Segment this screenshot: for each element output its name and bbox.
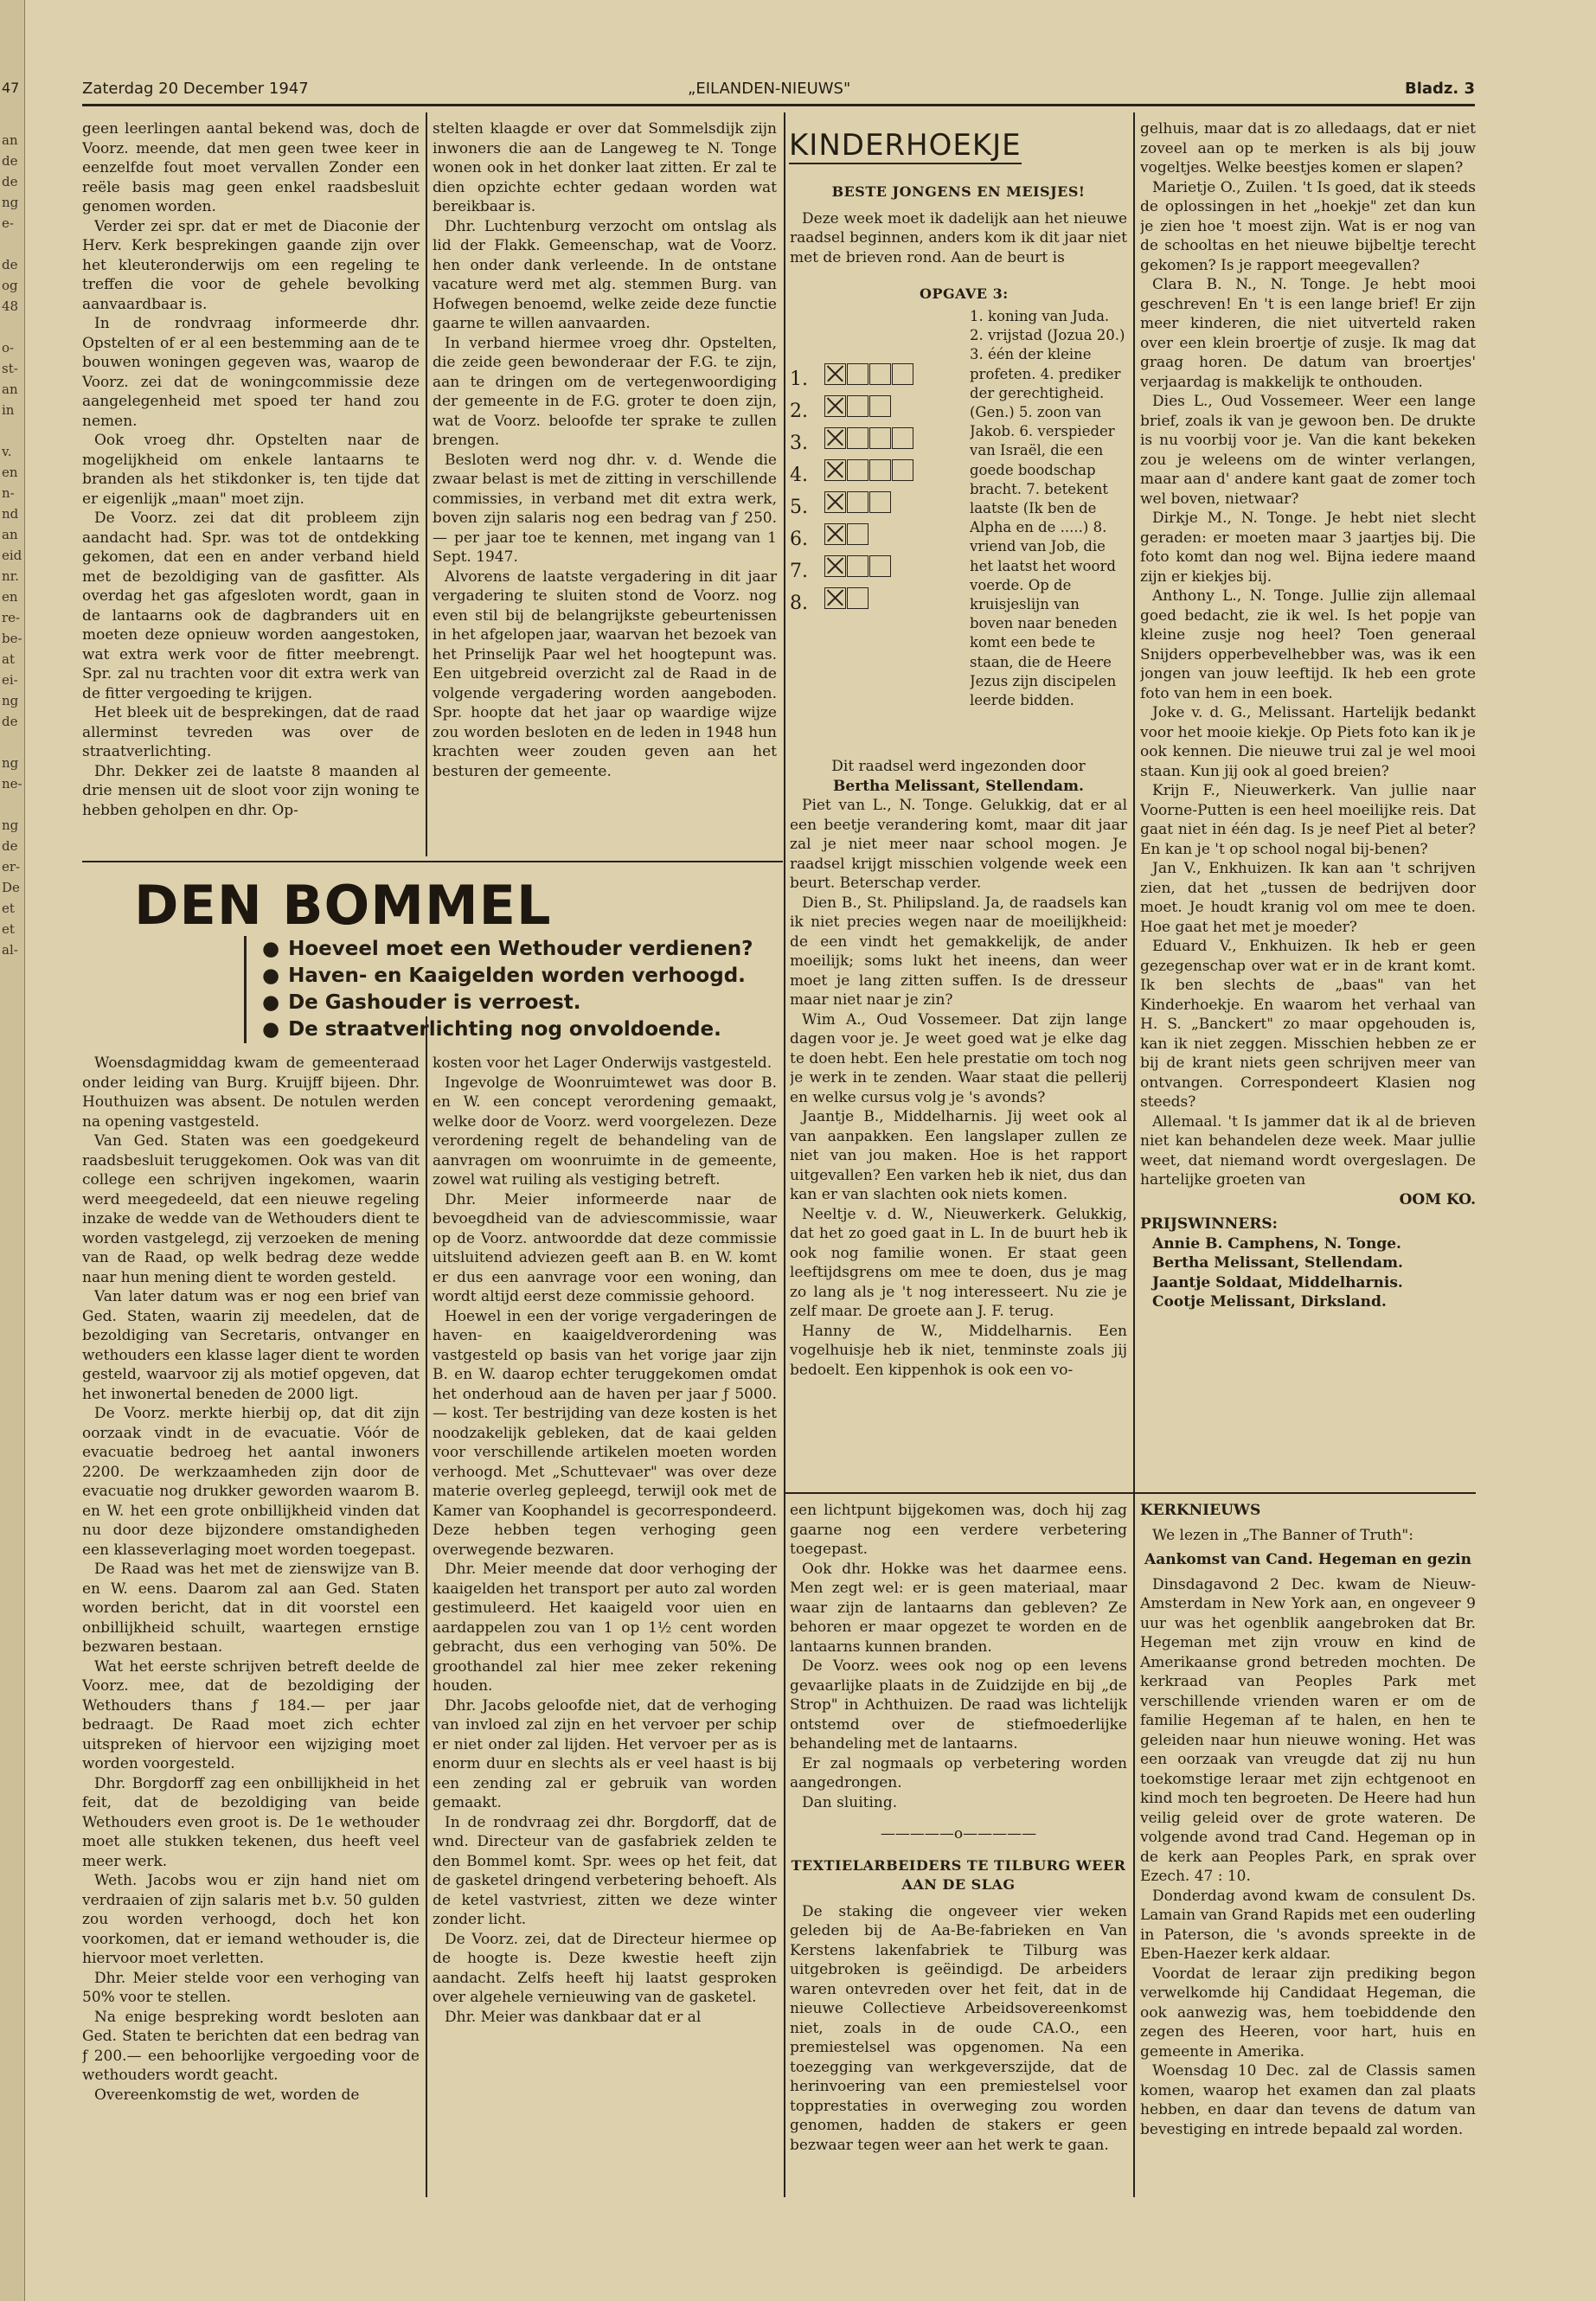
column-rule [426, 112, 427, 856]
paragraph: een lichtpunt bijgekomen was, doch hij zag gaarne nog een verdere verbetering toegepast. [790, 1502, 1127, 1558]
paragraph: Dinsdagavond 2 Dec. kwam de Nieuw-Amsterdam in New York aan, en ongeveer 9 uur was het ogenblik aangebroken dat Br. Hegeman met zijn vrouw en kind de Amerikaanse grond betreden mochten. De kerkraad van Peoples Park met verschillende vrienden waren er om de familie Hegeman af te halen, en hen te geleiden naar hun nieuwe woning. Het was een oorzaak van vreugde dat zij nu hun toekomstige leraar met zijn echtgenoot en kind moch ten begroeten. De Heere had hun veilig geleid over de grote wateren. De volgende avond trad Cand. Hegeman op in de kerk aan Peoples Park, en sprak over Ezech. 47 : 10. [1140, 1575, 1476, 1885]
paragraph: De Voorz. zei, dat de Directeur hiermee op de hoogte is. Deze kwestie heeft zijn aandacht. Zelfs heeft hij laatst gesproken over algehele vernieuwing van de gasketel. [433, 1930, 777, 2006]
puzzle-cell [869, 395, 891, 417]
section-rule [82, 861, 783, 862]
article-column-4 [433, 1054, 777, 2204]
paragraph: Ook vroeg dhr. Opstelten naar de mogelijkheid om enkele lantaarns te branden als het stikdonker is, ten tijde dat er eigenlijk „maan" moet zijn. [82, 432, 420, 508]
kinderhoekje-title: KINDERHOEKJE [789, 128, 1022, 163]
paragraph: Deze week moet ik dadelijk aan het nieuwe raadsel beginnen, anders kom ik dit jaar niet met de brieven rond. Aan de beurt is [790, 209, 1127, 266]
puzzle-cross-cell [824, 427, 846, 449]
puzzle-cell [847, 363, 869, 385]
prize-winner: Bertha Melissant, Stellendam. [1152, 1254, 1403, 1272]
paragraph: Dhr. Jacobs geloofde niet, dat de verhoging van invloed zal zijn en het vervoer per schip er niet onder zal lijden. Het vervoer per as is enorm duur en slechts als er veel haast is bij een zending zal er gebruik van worden gemaakt. [433, 1696, 777, 1811]
prijswinners-title: PRIJSWINNERS: [1140, 1215, 1278, 1233]
column-rule [1133, 112, 1135, 2197]
puzzle-cell [892, 459, 913, 481]
letter-reply: Clara B. N., N. Tonge. Je hebt mooi geschreven! En 't is een lange brief! Er zijn meer kinderen, die niet uitverteld raken over een klein broertje of zusje. Ik mag dat graag horen. De datum van broertjes' verjaardag is makkelijk te onthouden. [1140, 276, 1476, 391]
puzzle-opgave-3 [790, 285, 1127, 744]
paragraph: Dhr. Borgdorff zag een onbillijkheid in het feit, dat de bezoldiging van beide Wethouders even groot is. De 1e wethouder moet alle stukken tekenen, dus heeft veel meer werk. [82, 1774, 420, 1870]
letter-reply: Dirkje M., N. Tonge. Je hebt niet slecht geraden: er moeten maar 3 jaartjes bij. Die foto komt dan nog wel. Bijna iedere maand zijn er kiekjes bij. [1140, 510, 1476, 586]
letter-reply: Marietje O., Zuilen. 't Is goed, dat ik steeds de oplossingen in het „hoekje" zet dan kun je zien hoe 't moest zijn. Wat is er nog van de schooltas en het nieuwe bijbeltje terecht gekomen? Is je rapport meegevallen? [1140, 178, 1476, 274]
paragraph: stelten klaagde er over dat Sommelsdijk zijn inwoners die aan de Langeweg te N. Tonge wonen ook in het donker laat zitten. Er zal te dien opzichte echter gedaan worden wat bereikbaar is. [433, 120, 777, 215]
puzzle-cell [869, 555, 891, 577]
paragraph: Overeenkomstig de wet, worden de [94, 2086, 360, 2104]
kerknieuws-lead: We lezen in „The Banner of Truth": [1152, 1526, 1413, 1544]
puzzle-cell [869, 459, 891, 481]
puzzle-cell [847, 555, 869, 577]
paragraph: Dhr. Meier stelde voor een verhoging van 50% voor te stellen. [82, 1969, 420, 2006]
paragraph: geen leerlingen aantal bekend was, doch de Voorz. meende, dat men geen twee keer in eenzelfde fout moet vervallen Zonder een reële basis mag geen enkel raadsbesluit genomen worden. [82, 120, 420, 215]
paragraph: Alvorens de laatste vergadering in dit jaar vergadering te sluiten stond de Voorz. nog even stil bij de belangrijkste gebeurtenissen in het afgelopen jaar, waarvan het bezoek van het Prinselijk Paar wel het hoogtepunt was. Een uitgebreid overzicht zal de Raad in de volgende vergadering worden aangeboden. Spr. hoopte dat het jaar op waardige wijze zou worden besloten en de leden in 1948 hun krachten weer zouden geven aan het besturen der gemeente. [433, 567, 777, 780]
solved-intro: Dit raadsel werd ingezonden door [831, 758, 1086, 775]
letter-reply: Joke v. d. G., Melissant. Hartelijk bedankt voor het mooie kiekje. Op Piets foto kan ik je ook kennen. Die nieuwe trui zal je wel mooi staan. Kun jij ook al goed breien? [1140, 704, 1476, 780]
summary-bullet: ● De Gashouder is verroest. [262, 990, 781, 1016]
letter-reply: Jaantje B., Middelharnis. Jij weet ook al van aanpakken. Een langslaper zullen ze niet van jou maken. Hoe is het rapport uitgevallen? Een varken heb ik niet, dus dan kan er van slachten ook niets komen. [790, 1108, 1127, 1203]
kinderhoekje-intro [790, 177, 1127, 281]
puzzle-row-number: 1. [790, 369, 808, 390]
puzzle-cross-cell [824, 491, 846, 513]
paragraph: Het bleek uit de besprekingen, dat de raad allerminst tevreden was over de straatverlichting. [82, 704, 420, 760]
puzzle-cell [869, 363, 891, 385]
puzzle-cross-cell [824, 395, 846, 417]
summary-bullet: ● Hoeveel moet een Wethouder verdienen? [262, 936, 781, 963]
paragraph: Dhr. Luchtenburg verzocht om ontslag als lid der Flakk. Gemeenschap, wat de Voorz. hen onder dank verleende. In de ontstane vacature werd met alg. stemmen Burg. van Hofwegen benoemd, welke zeide deze functie gaarne te willen aanvaarden. [433, 217, 777, 332]
puzzle-cross-cell [824, 555, 846, 577]
letter-reply: Krijn F., Nieuwerkerk. Van jullie naar Voorne-Putten is een heel moeilijke reis. Dat gaat niet in één dag. Is je neef Piet al beter? En kan je 't op school nogal bij-benen? [1140, 782, 1476, 858]
paragraph: Woensdag 10 Dec. zal de Classis samen komen, waarop het examen dan zal plaats hebben, en daar dan tevens de datum van bevestiging en intrede bepaald zal worden. [1140, 2062, 1476, 2138]
kerknieuws-subhead: Aankomst van Cand. Hegeman en gezin [1144, 1551, 1471, 1568]
kerknieuws-title: KERKNIEUWS [1140, 1502, 1261, 1519]
paragraph: Hoewel in een der vorige vergaderingen de haven- en kaaigeldverordening was vastgesteld op basis van het vorige jaar zijn B. en W. daarop echter teruggekomen omdat het onderhoud aan de haven per jaar ƒ 5000.— kost. Ter bestrijding van deze kosten is het noodzakelijk gebleken, dat de kaai gelden voor verschillende artikelen moeten worden verhoogd. Met „Schuttevaer" was over deze materie overleg gepleegd, terwijl ook met de Kamer van Koophandel is gecorrespondeerd. Deze hebben tegen verhoging geen overwegende bezwaren. [433, 1307, 777, 1559]
paragraph: Dan sluiting. [802, 1793, 898, 1811]
paragraph: Dhr. Meier informeerde naar de bevoegdheid van de adviescommissie, waar op de Voorz. antwoordde dat deze commissie uitsluitend adviezen geeft aan B. en W. komt er dus een aanvrage voor een woning, dan wordt altijd eerst deze commissie gehoord. [433, 1190, 777, 1305]
paragraph: Wat het eerste schrijven betreft deelde de Voorz. mee, dat de bezoldiging der Wethouders thans ƒ 184.— per jaar bedraagt. De Raad moet zich echter uitspreken of hiervoor een wijziging moet worden voorgesteld. [82, 1657, 420, 1772]
textiel-headline: TEXTIELARBEIDERS TE TILBURG WEER AAN DE SLAG [791, 1856, 1126, 1893]
letter-reply: Dies L., Oud Vossemeer. Weer een lange brief, zoals ik van je gewoon ben. De drukte is nu voorbij voor je. Van die kant bekeken zou je weleens om de winter verlangen, maar aan d' andere kant gaat de zomer toch wel boven, nietwaar? [1140, 393, 1476, 508]
paragraph: De staking die ongeveer vier weken geleden bij de Aa-Be-fabrieken en Van Kerstens lakenfabriek te Tilburg was uitgebroken is geëindigd. De arbeiders waren ontevreden over het feit, dat in de nieuwe Collectieve Arbeidsovereenkomst niet, zoals in de oude CA.O., een premiestelsel was opgenomen. Na een toezegging van werkgeverszijde, dat de herinvoering van een premiestelsel voor topprestaties in overweging zou worden genomen, hadden de stakers er geen bezwaar tegen weer aan het werk te gaan. [790, 1902, 1127, 2154]
column-rule [784, 112, 785, 2197]
puzzle-cross-cell [824, 587, 846, 609]
letter-reply: Eduard V., Enkhuizen. Ik heb er geen gezegenschap over wat er in de krant komt. Ik ben slechts de „baas" van het Kinderhoekje. En waarom het verhaal van H. S. „Banckert" zo maar opgehouden is, kan ik niet zeggen. Misschien hebben ze er bij de krant niets geen schrijven meer van ontvangen. Correspondeert Klasien nog steeds? [1140, 938, 1476, 1111]
article-column-5 [790, 757, 1127, 1488]
paragraph: Van later datum was er nog een brief van Ged. Staten, waarin zij meedelen, dat de bezoldiging van Secretaris, ontvanger en wethouders een klasse lager dient te worden gesteld, waarvoor zij als motief opgeven, dat het inwonertal beneden de 2000 ligt. [82, 1288, 420, 1403]
puzzle-row-number: 3. [790, 433, 808, 454]
paragraph: Van Ged. Staten was een goedgekeurd raadsbesluit teruggekomen. Ook was van dit college een schrijven ingekomen, waarin werd meegedeeld, dat een nieuwe regeling inzake de wedde van de Wethouders dient te worden vastgelegd, zij verzoeken de mening van de Raad, op welk bedrag deze wedde naar hun mening dient te worden gesteld. [82, 1132, 420, 1286]
paragraph: Besloten werd nog dhr. v. d. Wende die zwaar belast is met de zitting in verschillende commissies, in verband met dit extra werk, boven zijn salaris nog een bedrag van ƒ 250.— per jaar toe te kennen, met ingang van 1 Sept. 1947. [433, 451, 777, 566]
article-column-1 [82, 119, 420, 855]
puzzle-cell [847, 459, 869, 481]
den-bommel-title: DEN BOMMEL [134, 874, 552, 937]
header-paper-name: „EILANDEN-NIEUWS" [688, 80, 851, 98]
paragraph: Er zal nogmaals op verbetering worden aangedrongen. [790, 1754, 1127, 1791]
puzzle-cell [892, 363, 913, 385]
article-column-2 [433, 119, 777, 855]
paragraph: Na enige bespreking wordt besloten aan Ged. Staten te berichten dat een bedrag van ƒ 200.— een behoorlijke vergoeding voor de wethouders wordt geacht. [82, 2008, 420, 2084]
edge-page-number: 47 [2, 80, 20, 96]
prize-winner: Annie B. Camphens, N. Tonge. [1152, 1234, 1401, 1253]
letter-reply: Neeltje v. d. W., Nieuwerkerk. Gelukkig, dat het zo goed gaat in L. In de buurt heb ik ook nog familie wonen. Er staat geen leeftijdsgrens om mee te doen, dus je mag zo lang als je 't nog interesseert. Nu zie je zelf maar. De groete aan J. F. terug. [790, 1205, 1127, 1320]
letter-reply: gelhuis, maar dat is zo alledaags, dat er niet zoveel aan op te merken is als bij jouw vogeltjes. Welke beestjes komen er slapen? [1140, 120, 1476, 176]
paragraph: In de rondvraag informeerde dhr. Opstelten of er al een bestemming aan de te bouwen woningen gegeven was, waarop de Voorz. zei dat de woningcommissie deze aangelegenheid met spoed ter hand zou nemen. [82, 315, 420, 430]
column-rule [426, 1016, 427, 2197]
paragraph: De Voorz. merkte hierbij op, dat dit zijn oorzaak vindt in de evacuatie. Vóór de evacuatie bedroeg het aantal inwoners 2200. De werkzaamheden zijn door de evacuatie nog drukker geworden waarom B. en W. het een grote onbillijkheid vinden dat nu door deze bijzondere omstandigheden een klasseverlaging moet worden toegepast. [82, 1405, 420, 1559]
paragraph: Voordat de leraar zijn prediking begon verwelkomde hij Candidaat Hegeman, die ook aanwezig was, hem toebiddende den zegen des Heeren, voor hart, huis en gemeente in Amerika. [1140, 1965, 1476, 2061]
puzzle-cell [847, 523, 869, 545]
left-page-edge [0, 0, 25, 2301]
puzzle-cell [892, 427, 913, 449]
paragraph: Ook dhr. Hokke was het daarmee eens. Men zegt wel: er is geen materiaal, maar waar zijn de lantaarns dan gebleven? Ze behoren er maar opgezet te worden en de lantaarns kunnen branden. [790, 1560, 1127, 1656]
puzzle-row-number: 4. [790, 465, 808, 486]
puzzle-cross-cell [824, 363, 846, 385]
puzzle-row-number: 5. [790, 497, 808, 518]
puzzle-cell [847, 427, 869, 449]
puzzle-cell [869, 427, 891, 449]
paragraph: De Voorz. zei dat dit probleem zijn aandacht had. Spr. was tot de ontdekking gekomen, dat een en ander verband hield met de bezoldiging van de gasfitter. Als overdag het gas afgesloten wordt, gaan in de lantaarns ook de dagbranders uit en moeten deze opnieuw worden aangestoken, wat extra werk voor de fitter meebrengt. Spr. zal nu trachten voor dit extra werk van de fitter vergoeding te krijgen. [82, 510, 420, 702]
paragraph: De Raad was het met de zienswijze van B. en W. eens. Daarom zal aan Ged. Staten worden bericht, dat in dit voorstel een onbillijkheid schuilt, waartegen ernstige bezwaren bestaan. [82, 1561, 420, 1656]
letter-reply: Hanny de W., Middelharnis. Een vogelhuisje heb ik niet, tenminste zoals jij bedoelt. Een kippenhok is ook een vo- [790, 1322, 1127, 1379]
paragraph: Dhr. Meier meende dat door verhoging der kaaigelden het transport per auto zal worden gestimuleerd. Het kaaigeld voor uien en aardappelen zou van 1 op 1½ cent worden gebracht, dus een verhoging van 50%. De groothandel zal hier mee zeker rekening houden. [433, 1561, 777, 1695]
paragraph: Ingevolge de Woonruimtewet was door B. en W. een concept verordening gemaakt, welke door de Voorz. werd voorgelezen. Deze verordening regelt de behandeling van de aanvragen om woonruimte in de gemeente, zowel wat ruiling als vestiging betreft. [433, 1074, 777, 1189]
kerknieuws-column [1140, 1501, 1476, 2202]
separator: —————o————— [880, 1825, 1037, 1843]
solver-name: Bertha Melissant, Stellendam. [833, 777, 1084, 795]
header-date: Zaterdag 20 December 1947 [82, 80, 309, 98]
letter-reply: Dien B., St. Philipsland. Ja, de raadsels kan ik niet precies wegen naar de moeilijkheid: de een vindt het gemakkelijk, de ander moeilijk; soms lukt het ineens, dan weer moet je lang zitten suffen. Is de dresseur maar niet naar je zin? [790, 894, 1127, 1009]
puzzle-cell [847, 395, 869, 417]
prize-winner: Cootje Melissant, Dirksland. [1152, 1293, 1387, 1311]
letter-reply: Anthony L., N. Tonge. Jullie zijn allemaal goed bedacht, zie ik wel. Is het popje van kleine zusje nog heel? Toen generaal Snijders opperbevelhebber was, was ik een jongen van jouw leeftijd. Ik heb een grote foto van hem in een boek. [1140, 587, 1476, 702]
puzzle-row-number: 6. [790, 529, 808, 550]
puzzle-row-number: 7. [790, 561, 808, 582]
paragraph: De Voorz. wees ook nog op een levens gevaarlijke plaats in de Zuidzijde en bij „de Strop" in Achthuizen. De raad was lichtelijk ontstemd over de stiefmoederlijke behandeling met de lantaarns. [790, 1657, 1127, 1753]
section-rule [784, 1492, 1476, 1494]
header-page-number: Bladz. 3 [1404, 80, 1475, 98]
opgave-title: OPGAVE 3: [920, 285, 1009, 302]
paragraph: kosten voor het Lager Onderwijs vastgesteld. [433, 1054, 772, 1072]
edge-text-fragments: an de de ng e- de og 48 o- st- an in v. en n- nd an eid nr. en re- be- at ei- ng de ng ne- ng de er- De et et al- [2, 132, 22, 958]
page-header [82, 80, 1475, 106]
puzzle-grid [790, 363, 963, 623]
letter-reply: Jan V., Enkhuizen. Ik kan aan 't schrijven zien, dat het „tussen de bedrijven door moet. Je houdt kranig vol om mee te doen. Hoe gaat het met je moeder? [1140, 860, 1476, 936]
puzzle-row-number: 8. [790, 593, 808, 614]
signature: OOM KO. [1399, 1190, 1476, 1208]
paragraph: Dhr. Meier was dankbaar dat er al [445, 2008, 702, 2026]
paragraph: Donderdag avond kwam de consulent Ds. Lamain van Grand Rapids met een ouderling in Paterson, die 's avonds spreekte in de Eben-Haezer kerk aldaar. [1140, 1887, 1476, 1963]
paragraph: Woensdagmiddag kwam de gemeenteraad onder leiding van Burg. Kruijff bijeen. Dhr. Houthuizen was absent. De notulen werden na opening vastgesteld. [82, 1054, 420, 1131]
summary-bullet: ● Haven- en Kaaigelden worden verhoogd. [262, 963, 781, 990]
paragraph: In de rondvraag zei dhr. Borgdorff, dat de wnd. Directeur van de gasfabriek zelden te den Bommel komt. Spr. wees op het feit, dat de gasketel dringend verbetering behoeft. Als de ketel vastvriest, zitten we deze winter zonder licht. [433, 1813, 777, 1928]
paragraph: In verband hiermee vroeg dhr. Opstelten, die zeide geen bewonderaar der F.G. te zijn, aan te dringen om de vertegenwoordiging der gemeente in de F.G. groter te doen zijn, wat de Voorz. beloofde ter sprake te zullen brengen. [433, 334, 777, 449]
letter-reply: Piet van L., N. Tonge. Gelukkig, dat er al een beetje verandering komt, maar dit jaar zal je niet meer naar school mogen. Je raadsel krijgt misschien volgende week een beurt. Beterschap verder. [790, 797, 1127, 892]
paragraph: Weth. Jacobs wou er zijn hand niet om verdraaien of zijn salaris met b.v. 50 gulden zou worden verhoogd, doch het kon voorkomen, dat er iemand wethouder is, die hiervoor moet verletten. [82, 1872, 420, 1967]
puzzle-cross-cell [824, 459, 846, 481]
puzzle-cell [847, 587, 869, 609]
letter-reply: Allemaal. 't Is jammer dat ik al de brieven niet kan behandelen deze week. Maar jullie weet, dat niemand wordt overgeslagen. De hartelijke groeten van [1140, 1112, 1476, 1189]
puzzle-row-number: 2. [790, 401, 808, 422]
article-column-6 [1140, 119, 1476, 1488]
article-column-3 [82, 1054, 420, 2204]
den-bommel-summary [244, 936, 781, 1043]
paragraph: Verder zei spr. dat er met de Diaconie der Herv. Kerk besprekingen gaande zijn over het kleuteronderwijs om een regeling te treffen die voor de gehele bevolking aanvaardbaar is. [82, 217, 420, 313]
puzzle-clues: 1. koning van Juda. 2. vrijstad (Jozua 20.) 3. één der kleine profeten. 4. prediker der gerechtigheid. (Gen.) 5. zoon van Jakob. 6. verspieder van Israël, die een goede boodschap bracht. 7. betekent laatste (Ik ben de Alpha en de .....) 8. vriend van Job, die het laatst het woord voerde. Op de kruisjeslijn van boven naar beneden komt een bede te staan, die de Heere Jezus zijn discipelen leerde bidden. [970, 308, 1125, 709]
puzzle-cell [869, 491, 891, 513]
puzzle-cross-cell [824, 523, 846, 545]
puzzle-cell [847, 491, 869, 513]
prize-winner: Jaantje Soldaat, Middelharnis. [1152, 1273, 1403, 1292]
letter-reply: Wim A., Oud Vossemeer. Dat zijn lange dagen voor je. Je weet goed wat je elke dag te doen hebt. Een hele prestatie om toch nog je werk in te zenden. Waar staat die pellerij en welke cursus volg je 's avonds? [790, 1010, 1127, 1106]
summary-bullet: ● De straatverlichting nog onvoldoende. [262, 1016, 781, 1043]
kinderhoekje-greeting: BESTE JONGENS EN MEISJES! [831, 183, 1086, 200]
paragraph: Dhr. Dekker zei de laatste 8 maanden al drie mensen uit de sloot voor zijn woning te hebben geholpen en dhr. Op- [82, 762, 420, 819]
article-column-5b [790, 1501, 1127, 2202]
